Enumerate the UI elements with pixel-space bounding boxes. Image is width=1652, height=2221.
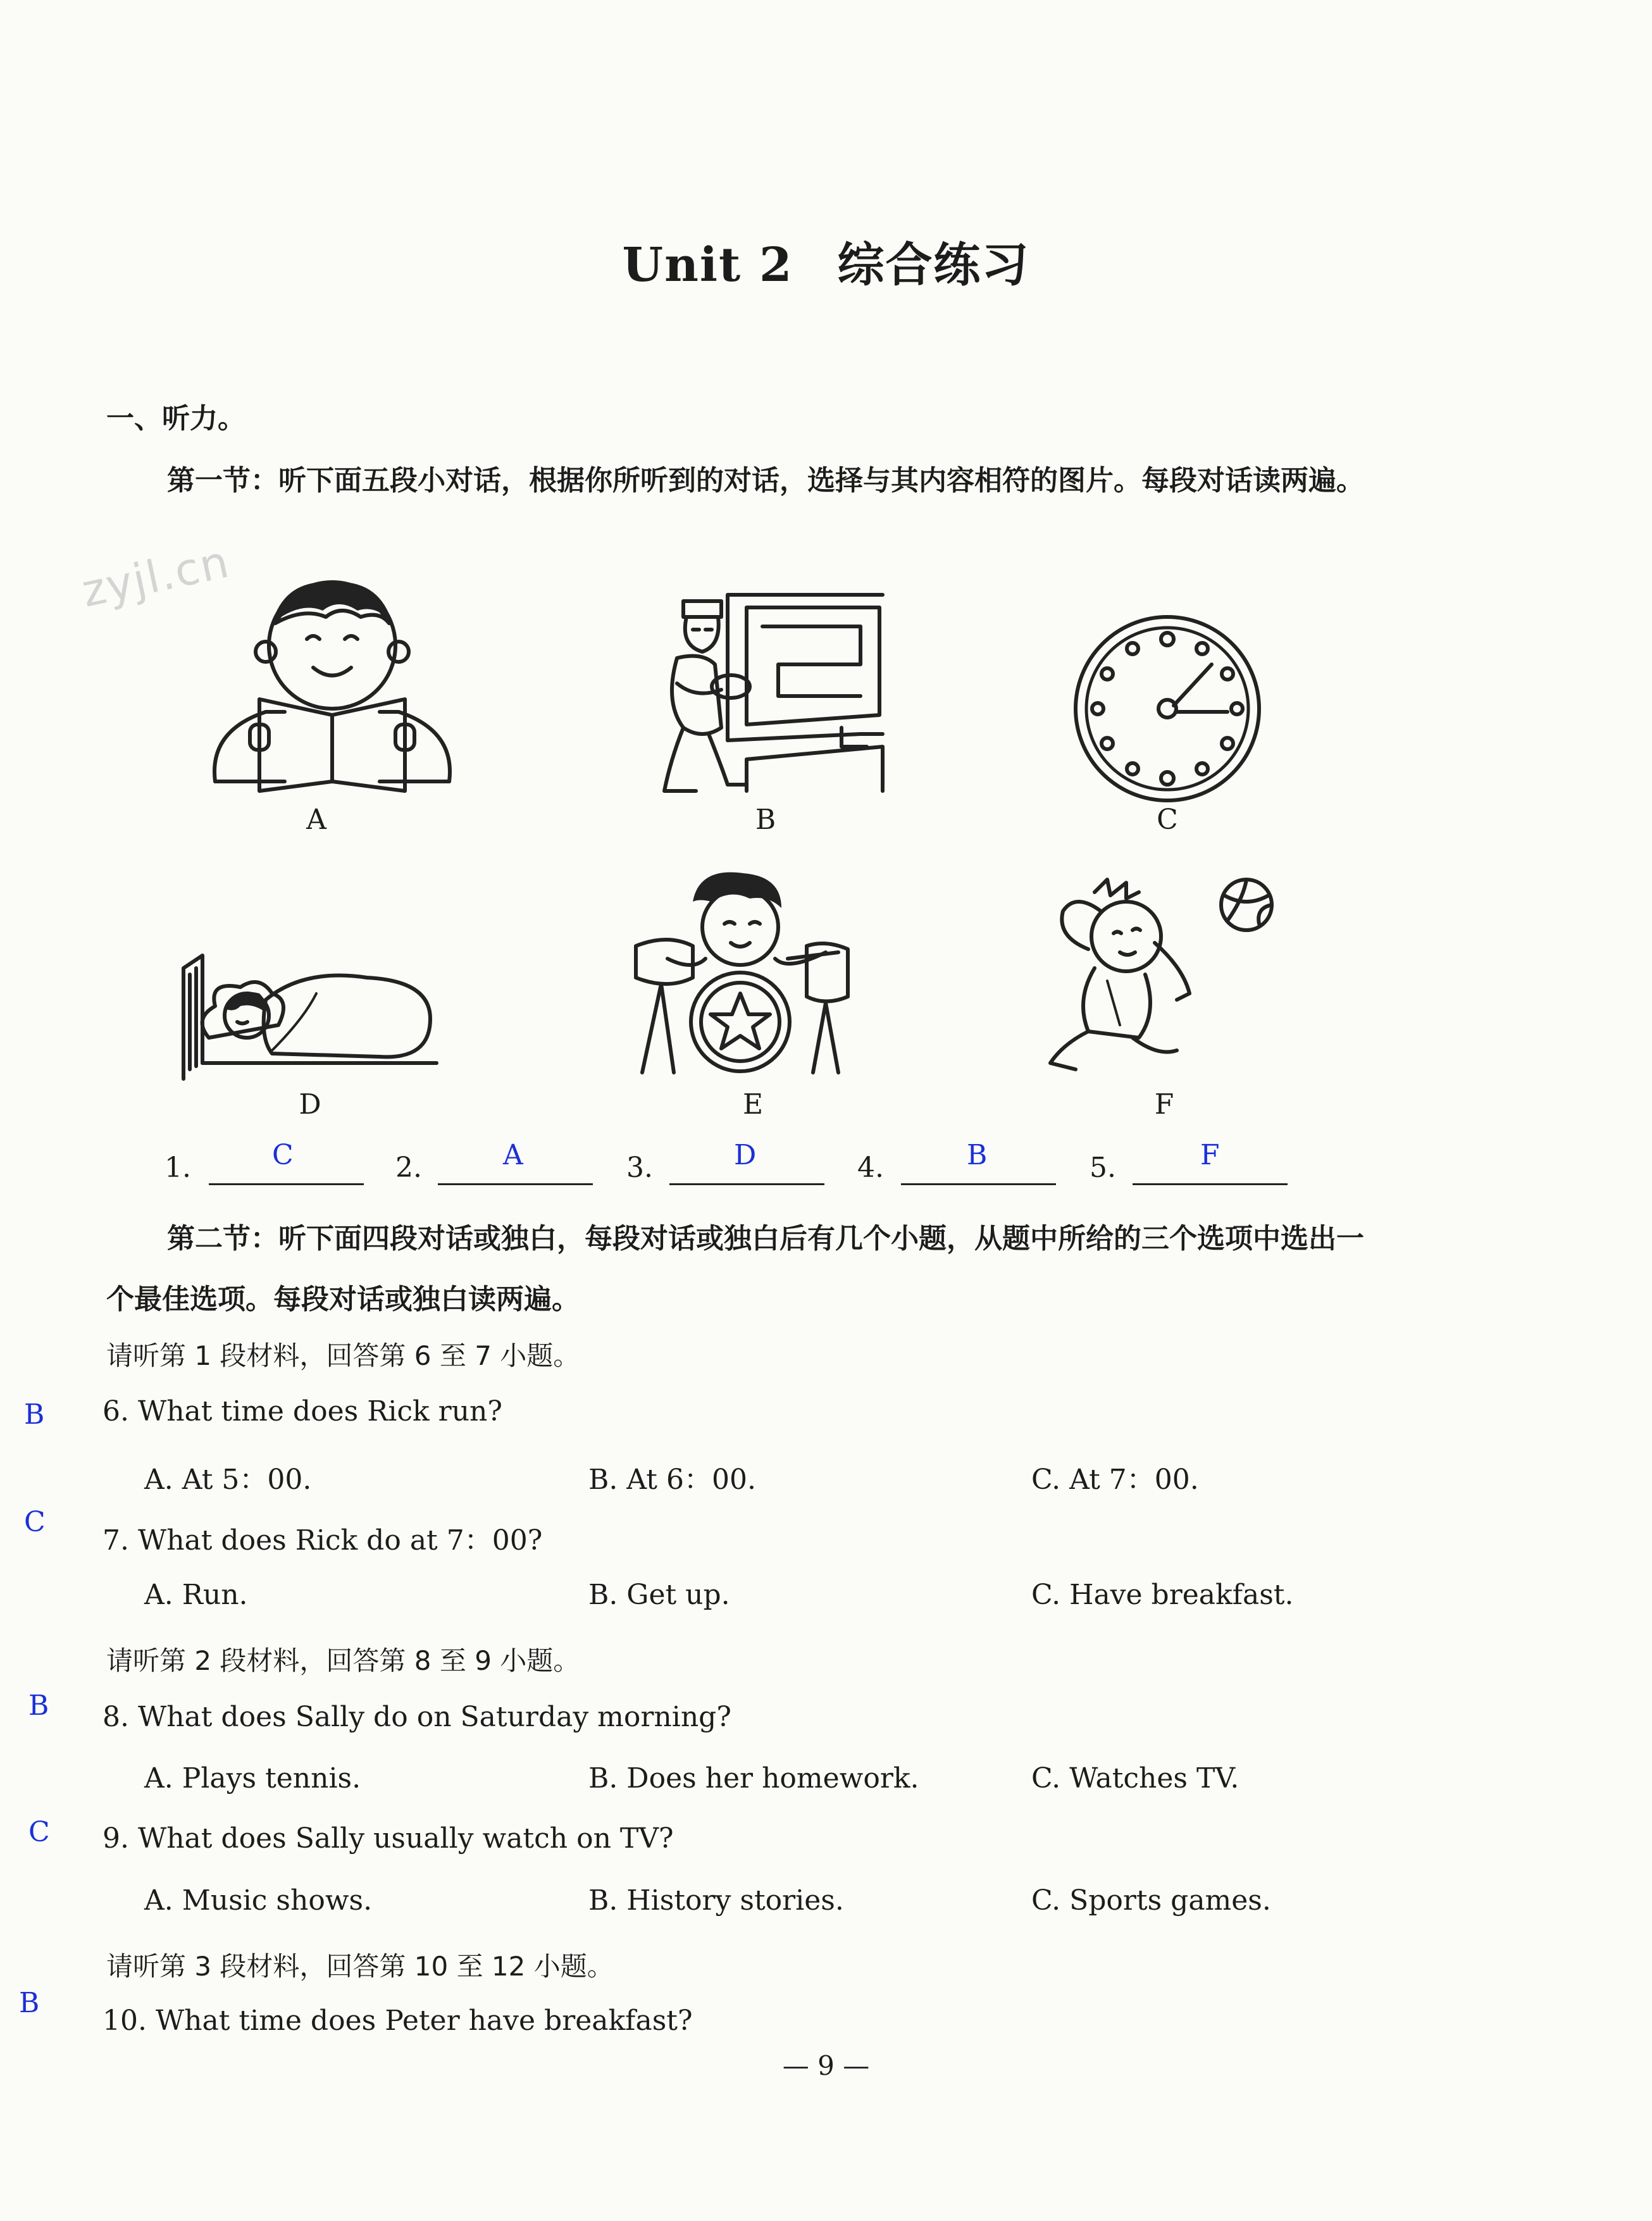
boy-playing-drums-icon [623, 864, 857, 1079]
question-7-option-b[interactable]: B. Get up. [588, 1579, 730, 1611]
material-1-prompt: 请听第 1 段材料，回答第 6 至 7 小题。 [106, 1340, 580, 1371]
blank-2-answer: A [503, 1139, 523, 1171]
child-sleeping-in-bed-icon [177, 943, 443, 1082]
blank-3-number: 3. [626, 1152, 653, 1184]
question-6-option-b[interactable]: B. At 6：00. [588, 1464, 756, 1496]
question-9-answer-mark: C [28, 1816, 50, 1848]
question-9-option-a[interactable]: A. Music shows. [144, 1884, 373, 1917]
question-9-text: 9. What does Sally usually watch on TV? [102, 1822, 674, 1855]
material-3-prompt: 请听第 3 段材料，回答第 10 至 12 小题。 [106, 1951, 614, 1982]
question-8-answer-mark: B [28, 1689, 49, 1722]
question-10-text: 10. What time does Peter have breakfast? [102, 2005, 693, 2037]
boy-reading-icon [190, 573, 475, 800]
title-name: 综合练习 [837, 238, 1030, 292]
watermark-logo: zyjl.cn [77, 535, 235, 618]
blank-2-number: 2. [395, 1152, 422, 1184]
blank-4-number: 4. [857, 1152, 884, 1184]
question-9-option-c[interactable]: C. Sports games. [1031, 1884, 1271, 1917]
question-9-option-b[interactable]: B. History stories. [588, 1884, 844, 1917]
question-8-option-a[interactable]: A. Plays tennis. [144, 1762, 361, 1795]
picture-label-a: A [306, 804, 326, 836]
title-unit: Unit 2 [622, 238, 793, 292]
question-6-option-a[interactable]: A. At 5：00. [144, 1464, 312, 1496]
blank-3-answer: D [734, 1139, 757, 1171]
blank-5-answer: F [1200, 1139, 1220, 1171]
question-6-text: 6. What time does Rick run? [102, 1395, 502, 1428]
material-2-prompt: 请听第 2 段材料，回答第 8 至 9 小题。 [106, 1645, 580, 1676]
picture-label-f: F [1154, 1088, 1174, 1121]
question-10-answer-mark: B [19, 1987, 40, 2019]
question-7-option-a[interactable]: A. Run. [144, 1579, 248, 1611]
question-6-answer-mark: B [24, 1398, 45, 1431]
picture-label-e: E [742, 1088, 764, 1121]
question-7-option-c[interactable]: C. Have breakfast. [1031, 1579, 1294, 1611]
picture-label-d: D [299, 1088, 321, 1121]
blank-1-answer: C [272, 1139, 294, 1171]
picture-label-b: B [755, 804, 776, 836]
boy-playing-video-game-icon [652, 588, 886, 797]
blank-5-number: 5. [1090, 1152, 1116, 1184]
part1-instructions: 第一节：听下面五段小对话，根据你所听到的对话，选择与其内容相符的图片。每段对话读两遍。 [167, 464, 1364, 497]
page-number: — 9 — [782, 2050, 870, 2081]
question-8-option-c[interactable]: C. Watches TV. [1031, 1762, 1239, 1795]
picture-label-c: C [1157, 804, 1178, 836]
part2-instructions: 第二节：听下面四段对话或独白，每段对话或独白后有几个小题，从题中所给的三个选项中选出一个最佳选项。每段对话或独白读两遍。 [106, 1222, 1364, 1316]
clock-icon [1069, 611, 1265, 807]
section-heading: 一、听力。 [106, 402, 245, 435]
question-7-answer-mark: C [24, 1506, 46, 1538]
page-title [0, 228, 1652, 295]
question-8-option-b[interactable]: B. Does her homework. [588, 1762, 919, 1795]
question-8-text: 8. What does Sally do on Saturday morning? [102, 1701, 731, 1733]
girl-playing-volleyball-icon [1038, 873, 1291, 1076]
question-6-option-c[interactable]: C. At 7：00. [1031, 1464, 1199, 1496]
blank-4-answer: B [967, 1139, 988, 1171]
question-7-text: 7. What does Rick do at 7：00? [102, 1524, 543, 1557]
blank-1-number: 1. [165, 1152, 191, 1184]
